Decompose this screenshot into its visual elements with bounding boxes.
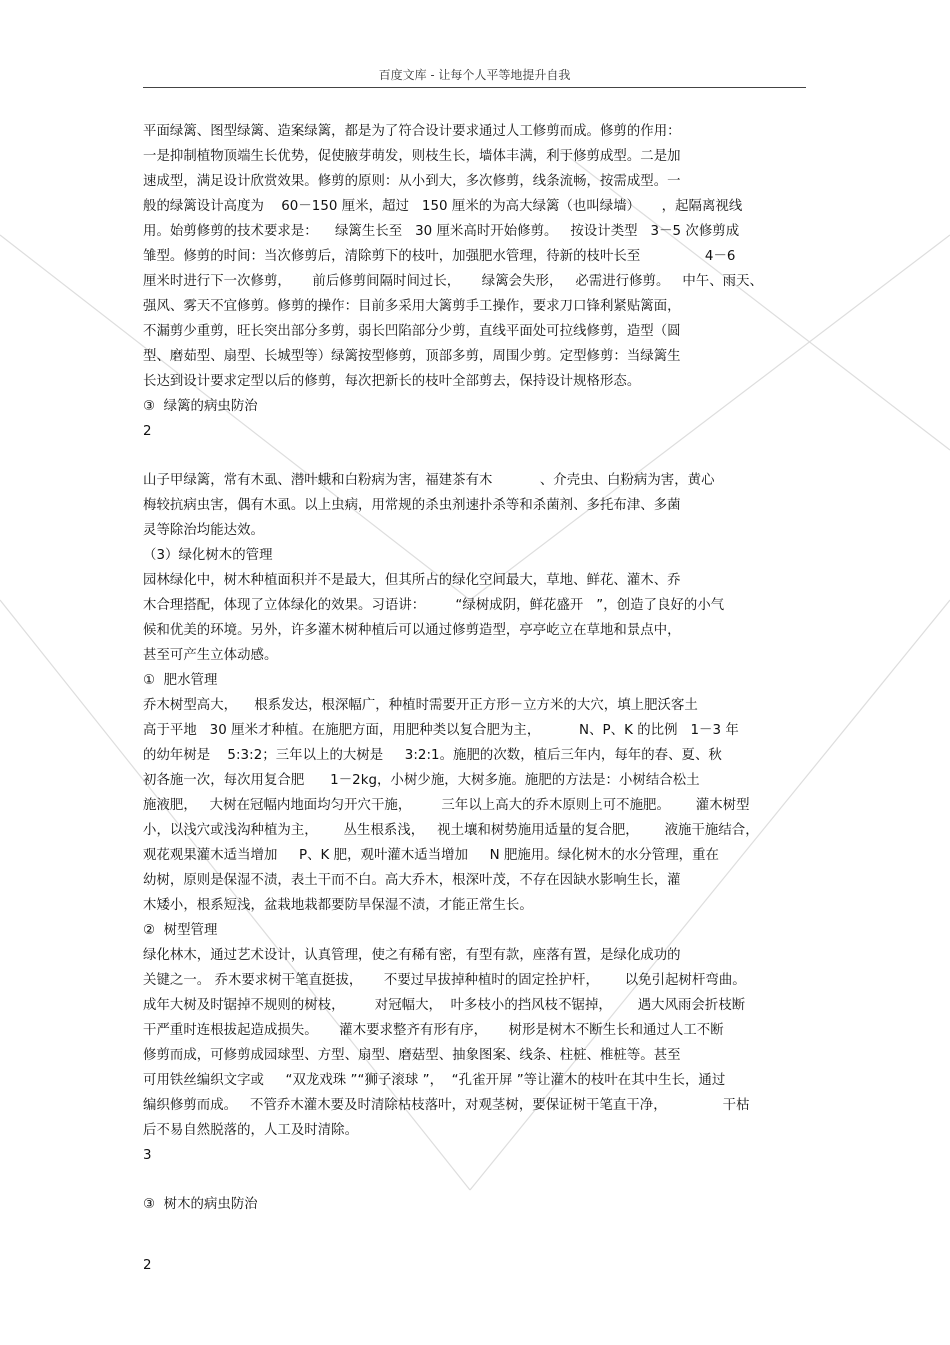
text-line: 山子甲绿篱，常有木虱、潜叶蛾和白粉病为害，福建茶有木 、介壳虫、白粉病为害，黄心 <box>143 473 715 488</box>
text-line: 修剪而成，可修剪成园球型、方型、扇型、磨菇型、抽象图案、线条、柱桩、椎桩等。甚至 <box>143 1048 681 1063</box>
document-body <box>143 119 813 1278</box>
text-line: 候和优美的环境。另外，许多灌木树种植后可以通过修剪造型，亭亭屹立在草地和景点中， <box>143 623 681 638</box>
section-heading: ① 肥水管理 <box>143 673 218 688</box>
text-line: 梅较抗病虫害，偶有木虱。以上虫病，用常规的杀虫剂速扑杀等和杀菌剂、多托布津、多菌 <box>143 498 681 513</box>
text-line: 园林绿化中，树木种植面积并不是最大，但其所占的绿化空间最大，草地、鲜花、灌木、乔 <box>143 573 681 588</box>
text-line: 乔木树型高大， 根系发达，根深幅广，种植时需要开正方形－立方米的大穴，填上肥沃客土 <box>143 698 698 713</box>
text-line: 施液肥， 大树在冠幅内地面均匀开穴干施， 三年以上高大的乔木原则上可不施肥。 灌木树型 <box>143 798 750 813</box>
text-line: 编织修剪而成。 不管乔木灌木要及时清除枯枝落叶，对观茎树，要保证树干笔直干净， 干枯 <box>143 1098 750 1113</box>
page-number: 3 <box>143 1148 152 1163</box>
text-line: 可用铁丝编织文字或 “双龙戏珠 ”“狮子滚球 ”， “孔雀开屏 ”等让灌木的枝叶在其中生长，通过 <box>143 1073 726 1088</box>
text-line: 木矮小，根系短浅，盆栽地栽都要防旱保湿不渍，才能正常生长。 <box>143 898 533 913</box>
text-line: 一是抑制植物顶端生长优势，促使腋芽萌发，则枝生长，墙体丰满，利于修剪成型。二是加 <box>143 149 681 164</box>
text-line: 厘米时进行下一次修剪， 前后修剪间隔时间过长， 绿篱会失形， 必需进行修剪。 中午、雨天、 <box>143 274 763 289</box>
section-heading: （3）绿化树木的管理 <box>143 548 273 563</box>
text-line: 用。始剪修剪的技术要求是： 绿篱生长至 30 厘米高时开始修剪。 按设计类型 3－5 次修剪成 <box>143 224 740 239</box>
text-line: 初各施一次，每次用复合肥 1－2kg，小树少施，大树多施。施肥的方法是：小树结合松土 <box>143 773 700 788</box>
text-line: 木合理搭配，体现了立体绿化的效果。习语讲： “绿树成阴，鲜花盛开 ”，创造了良好的小气 <box>143 598 725 613</box>
text-line: 干严重时连根拔起造成损失。 灌木要求整齐有形有序， 树形是树木不断生长和通过人工不断 <box>143 1023 724 1038</box>
spacer <box>143 1168 813 1192</box>
section-heading: ③ 树木的病虫防治 <box>143 1197 258 1212</box>
spacer <box>143 1217 813 1253</box>
page-number: 2 <box>143 424 152 439</box>
text-line: 甚至可产生立体动感。 <box>143 648 278 663</box>
text-line: 般的绿篱设计高度为 60－150 厘米，超过 150 厘米的为高大绿篱（也叫绿墙） ，起隔离视线 <box>143 199 743 214</box>
text-line: 灵等除治均能达效。 <box>143 523 264 538</box>
text-line: 幼树，原则是保湿不渍，表土干而不白。高大乔木，根深叶茂，不存在因缺水影响生长，灌 <box>143 873 681 888</box>
page-number: 2 <box>143 1258 152 1273</box>
text-line: 小，以浅穴或浅沟种植为主， 丛生根系浅， 视土壤和树势施用适量的复合肥， 液施干施结合， <box>143 823 759 838</box>
text-line: 的幼年树是 5:3:2；三年以上的大树是 3:2:1。施肥的次数，植后三年内，每年的春、夏、秋 <box>143 748 722 763</box>
text-line: 长达到设计要求定型以后的修剪，每次把新长的枝叶全部剪去，保持设计规格形态。 <box>143 374 641 389</box>
section-heading: ③ 绿篱的病虫防治 <box>143 399 258 414</box>
text-line: 观花观果灌木适当增加 P、K 肥，观叶灌木适当增加 N 肥施用。绿化树木的水分管理，重在 <box>143 848 720 863</box>
text-line: 后不易自然脱落的，人工及时清除。 <box>143 1123 359 1138</box>
section-heading: ② 树型管理 <box>143 923 218 938</box>
text-line: 绿化林木，通过艺术设计，认真管理，使之有稀有密，有型有款，座落有置，是绿化成功的 <box>143 948 681 963</box>
spacer <box>143 444 813 468</box>
text-line: 速成型，满足设计欣赏效果。修剪的原则：从小到大，多次修剪，线条流畅，按需成型。一 <box>143 174 681 189</box>
text-line: 高于平地 30 厘米才种植。在施肥方面，用肥种类以复合肥为主， N、P、K 的比例 1－3 年 <box>143 723 739 738</box>
text-line: 雏型。修剪的时间：当次修剪后，清除剪下的枝叶，加强肥水管理，待新的枝叶长至 4－6 <box>143 249 736 264</box>
page-header: 百度文库 - 让每个人平等地提升自我 <box>143 66 806 88</box>
text-line: 平面绿篱、图型绿篱、造案绿篱，都是为了符合设计要求通过人工修剪而成。修剪的作用： <box>143 124 681 139</box>
text-line: 强风、雾天不宜修剪。修剪的操作：目前多采用大篱剪手工操作，要求刀口锋利紧贴篱面， <box>143 299 681 314</box>
text-line: 型、磨茹型、扇型、长城型等）绿篱按型修剪，顶部多剪，周围少剪。定型修剪：当绿篱生 <box>143 349 681 364</box>
text-line: 不漏剪少重剪，旺长突出部分多剪，弱长凹陷部分少剪，直线平面处可拉线修剪，造型（圆 <box>143 324 681 339</box>
text-line: 关键之一。 乔木要求树干笔直挺拔， 不要过早拔掉种植时的固定拴护杆， 以免引起树杆弯曲。 <box>143 973 746 988</box>
text-line: 成年大树及时锯掉不规则的树枝， 对冠幅大， 叶多枝小的挡风枝不锯掉， 遇大风雨会折枝断 <box>143 998 746 1013</box>
